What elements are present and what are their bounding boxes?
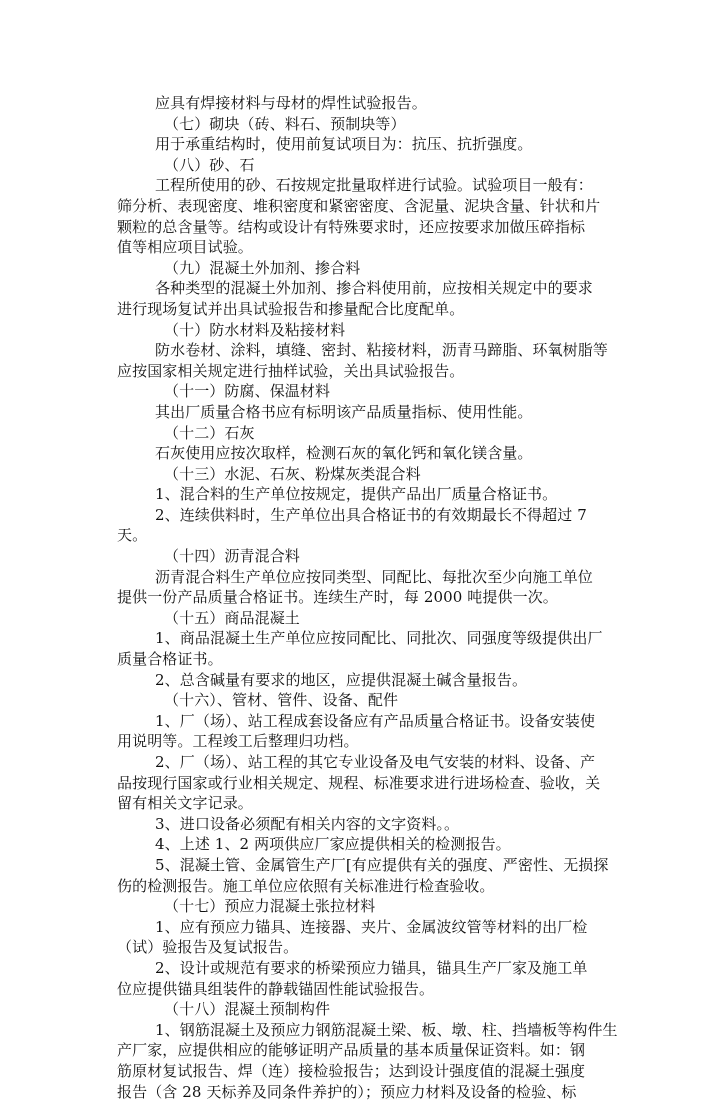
paragraph-continuation-line: 位应提供锚具组装件的静载锚固性能试验报告。 xyxy=(117,979,657,1000)
paragraph-first-line: 1、商品混凝土生产单位应按同配比、同批次、同强度等级提供出厂 xyxy=(117,628,657,649)
paragraph-continuation-line: 伤的检测报告。施工单位应依照有关标准进行检查验收。 xyxy=(117,876,657,897)
paragraph-continuation-line: 产厂家，应提供相应的能够证明产品质量的基本质量保证资料。如：钢 xyxy=(117,1040,657,1061)
section-heading: （十三）水泥、石灰、粉煤灰类混合料 xyxy=(117,464,657,485)
paragraph-continuation-line: 天。 xyxy=(117,525,657,546)
paragraph-first-line: 工程所使用的砂、石按规定批量取样进行试验。试验项目一般有： xyxy=(117,175,657,196)
paragraph-first-line: 4、上述 1、2 两项供应厂家应提供相关的检测报告。 xyxy=(117,834,657,855)
paragraph-first-line: 1、钢筋混凝土及预应力钢筋混凝土梁、板、墩、柱、挡墙板等构件生 xyxy=(117,1020,657,1041)
paragraph-continuation-line: 用说明等。工程竣工后整理归功档。 xyxy=(117,731,657,752)
section-heading: （七）砌块（砖、料石、预制块等） xyxy=(117,114,657,135)
paragraph-first-line: 3、进口设备必须配有相关内容的文字资料。。 xyxy=(117,814,657,835)
paragraph-first-line: 5、混凝土管、金属管生产厂[有应提供有关的强度、严密性、无损探 xyxy=(117,855,657,876)
paragraph-continuation-line: 筋原材复试报告、焊（连）接检验报告；达到设计强度值的混凝土强度 xyxy=(117,1061,657,1082)
paragraph-first-line: 防水卷材、涂料，填缝、密封、粘接材料，沥青马蹄脂、环氧树脂等 xyxy=(117,340,657,361)
document-body-text xyxy=(117,93,657,1102)
paragraph-first-line: 2、设计或规范有要求的桥梁预应力锚具，锚具生产厂家及施工单 xyxy=(117,958,657,979)
section-heading: （十一）防腐、保温材料 xyxy=(117,381,657,402)
paragraph-first-line: 1、混合料的生产单位按规定，提供产品出厂质量合格证书。 xyxy=(117,484,657,505)
paragraph-first-line: 石灰使用应按次取样，检测石灰的氧化钙和氧化镁含量。 xyxy=(117,443,657,464)
section-heading: （八）砂、石 xyxy=(117,155,657,176)
body-line: 应具有焊接材料与母材的焊性试验报告。 xyxy=(117,93,657,114)
paragraph-first-line: 2、连续供料时，生产单位出具合格证书的有效期最长不得超过 7 xyxy=(117,505,657,526)
paragraph-continuation-line: 提供一份产品质量合格证书。连续生产时，每 2000 吨提供一次。 xyxy=(117,587,657,608)
paragraph-first-line: 各种类型的混凝土外加剂、掺合料使用前，应按相关规定中的要求 xyxy=(117,278,657,299)
paragraph-continuation-line: 筛分析、表现密度、堆积密度和紧密密度、含泥量、泥块含量、针状和片 xyxy=(117,196,657,217)
paragraph-continuation-line: 应按国家相关规定进行抽样试验，关出具试验报告。 xyxy=(117,361,657,382)
body-line: 用于承重结构时，使用前复试项目为：抗压、抗折强度。 xyxy=(117,134,657,155)
paragraph-first-line: 1、应有预应力锚具、连接器、夹片、金属波纹管等材料的出厂检 xyxy=(117,917,657,938)
paragraph-first-line: 沥青混合料生产单位应按同类型、同配比、每批次至少向施工单位 xyxy=(117,567,657,588)
paragraph-continuation-line: 品按现行国家或行业相关规定、规程、标准要求进行进场检查、验收，关 xyxy=(117,773,657,794)
paragraph-continuation-line: 留有相关文字记录。 xyxy=(117,793,657,814)
paragraph-first-line: 其出厂质量合格书应有标明该产品质量指标、使用性能。 xyxy=(117,402,657,423)
section-heading: （十六）、管材、管件、设备、配件 xyxy=(117,690,657,711)
paragraph-first-line: 2、厂（场）、站工程的其它专业设备及电气安装的材料、设备、产 xyxy=(117,752,657,773)
paragraph-continuation-line: 质量合格证书。 xyxy=(117,649,657,670)
section-heading: （十四）沥青混合料 xyxy=(117,546,657,567)
paragraph-continuation-line: 进行现场复试并出具试验报告和掺量配合比度配单。 xyxy=(117,299,657,320)
section-heading: （十）防水材料及粘接材料 xyxy=(117,320,657,341)
paragraph-first-line: 1、厂（场）、站工程成套设备应有产品质量合格证书。设备安装使 xyxy=(117,711,657,732)
section-heading: （十二）石灰 xyxy=(117,423,657,444)
paragraph-first-line: 2、总含碱量有要求的地区，应提供混凝土碱含量报告。 xyxy=(117,670,657,691)
section-heading: （十八）混凝土预制构件 xyxy=(117,999,657,1020)
section-heading: （十五）商品混凝土 xyxy=(117,608,657,629)
paragraph-continuation-line: 报告（含 28 天标养及同条件养护的）；预应力材料及设备的检验、标 xyxy=(117,1082,657,1102)
paragraph-continuation-line: 值等相应项目试验。 xyxy=(117,237,657,258)
section-heading: （九）混凝土外加剂、掺合料 xyxy=(117,258,657,279)
paragraph-continuation-line: （试）验报告及复试报告。 xyxy=(117,937,657,958)
paragraph-continuation-line: 颗粒的总含量等。结构或设计有特殊要求时，还应按要求加做压碎指标 xyxy=(117,217,657,238)
section-heading: （十七）预应力混凝土张拉材料 xyxy=(117,896,657,917)
